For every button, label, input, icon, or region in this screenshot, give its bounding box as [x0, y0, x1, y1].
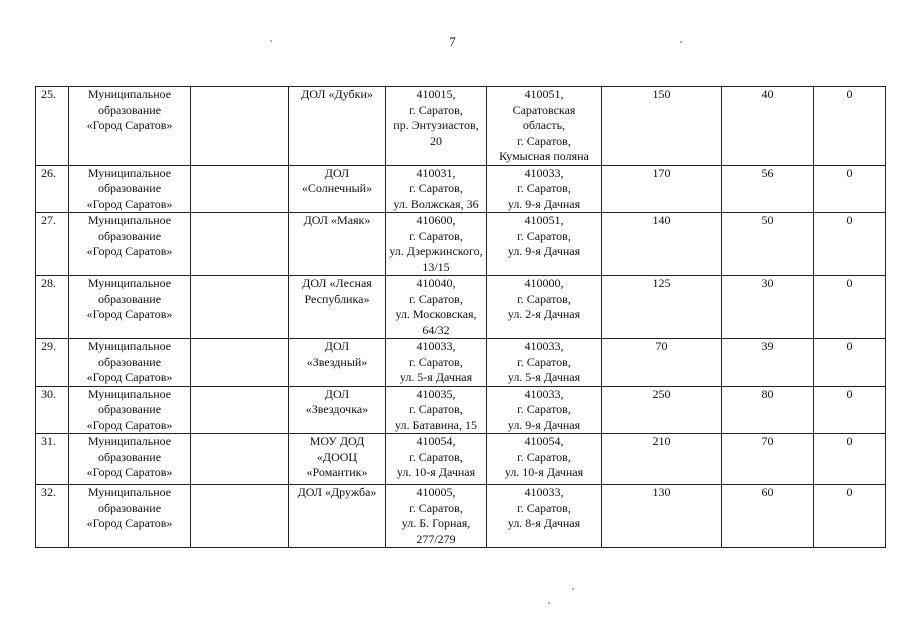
cell-camp: ДОЛ «Звездный» [289, 339, 386, 387]
cell-empty [191, 213, 289, 276]
cell-v1: 210 [602, 434, 722, 485]
camps-table [35, 86, 886, 548]
cell-addr2: 410033, г. Саратов, ул. 8-я Дачная [487, 485, 602, 548]
cell-camp: ДОЛ «Лесная Республика» [289, 276, 386, 339]
cell-v3: 0 [814, 485, 886, 548]
cell-muni: Муниципальное образование «Город Саратов» [69, 485, 191, 548]
cell-v2: 40 [722, 87, 814, 166]
cell-addr1: 410054, г. Саратов, ул. 10-я Дачная [386, 434, 487, 485]
cell-empty [191, 434, 289, 485]
cell-muni: Муниципальное образование «Город Саратов» [69, 339, 191, 387]
cell-v1: 150 [602, 87, 722, 166]
cell-v1: 125 [602, 276, 722, 339]
cell-v3: 0 [814, 276, 886, 339]
cell-camp: МОУ ДОД «ДООЦ «Романтик» [289, 434, 386, 485]
cell-muni: Муниципальное образование «Город Саратов» [69, 165, 191, 213]
cell-muni: Муниципальное образование «Город Саратов» [69, 386, 191, 434]
cell-addr2: 410033, г. Саратов, ул. 5-я Дачная [487, 339, 602, 387]
table-row [36, 434, 886, 485]
cell-camp: ДОЛ «Звездочка» [289, 386, 386, 434]
cell-v2: 80 [722, 386, 814, 434]
cell-empty [191, 165, 289, 213]
cell-v2: 30 [722, 276, 814, 339]
cell-addr2: 410033, г. Саратов, ул. 9-я Дачная [487, 165, 602, 213]
cell-num: 30. [36, 386, 69, 434]
cell-addr2: 410033, г. Саратов, ул. 9-я Дачная [487, 386, 602, 434]
cell-camp: ДОЛ «Дружба» [289, 485, 386, 548]
cell-v3: 0 [814, 339, 886, 387]
cell-v1: 250 [602, 386, 722, 434]
cell-v3: 0 [814, 213, 886, 276]
cell-addr1: 410015, г. Саратов, пр. Энтузиастов, 20 [386, 87, 487, 166]
cell-num: 25. [36, 87, 69, 166]
cell-muni: Муниципальное образование «Город Саратов» [69, 434, 191, 485]
cell-camp: ДОЛ «Дубки» [289, 87, 386, 166]
cell-v2: 60 [722, 485, 814, 548]
table-row [36, 87, 886, 166]
cell-v3: 0 [814, 386, 886, 434]
cell-v2: 50 [722, 213, 814, 276]
cell-addr2: 410000, г. Саратов, ул. 2-я Дачная [487, 276, 602, 339]
cell-num: 31. [36, 434, 69, 485]
page-number: 7 [449, 34, 456, 49]
cell-v2: 70 [722, 434, 814, 485]
cell-v2: 39 [722, 339, 814, 387]
cell-empty [191, 87, 289, 166]
scan-speck [548, 602, 550, 604]
cell-num: 26. [36, 165, 69, 213]
cell-v3: 0 [814, 434, 886, 485]
scan-speck [572, 588, 574, 590]
cell-addr1: 410040, г. Саратов, ул. Московская, 64/32 [386, 276, 487, 339]
cell-num: 32. [36, 485, 69, 548]
cell-v3: 0 [814, 165, 886, 213]
table-row [36, 485, 886, 548]
table-row [36, 165, 886, 213]
cell-v1: 70 [602, 339, 722, 387]
cell-v1: 140 [602, 213, 722, 276]
scan-speck [680, 41, 682, 43]
cell-addr1: 410005, г. Саратов, ул. Б. Горная, 277/279 [386, 485, 487, 548]
scan-speck [270, 40, 272, 42]
cell-empty [191, 386, 289, 434]
cell-empty [191, 485, 289, 548]
cell-muni: Муниципальное образование «Город Саратов» [69, 87, 191, 166]
cell-muni: Муниципальное образование «Город Саратов» [69, 276, 191, 339]
cell-empty [191, 276, 289, 339]
table-row [36, 339, 886, 387]
cell-empty [191, 339, 289, 387]
cell-num: 27. [36, 213, 69, 276]
cell-v1: 130 [602, 485, 722, 548]
cell-num: 28. [36, 276, 69, 339]
cell-camp: ДОЛ «Солнечный» [289, 165, 386, 213]
cell-addr1: 410035, г. Саратов, ул. Батавина, 15 [386, 386, 487, 434]
cell-addr2: 410054, г. Саратов, ул. 10-я Дачная [487, 434, 602, 485]
cell-addr1: 410600, г. Саратов, ул. Дзержинского, 13/15 [386, 213, 487, 276]
cell-addr1: 410031, г. Саратов, ул. Волжская, 36 [386, 165, 487, 213]
cell-camp: ДОЛ «Маяк» [289, 213, 386, 276]
cell-v2: 56 [722, 165, 814, 213]
table-row [36, 276, 886, 339]
cell-addr2: 410051, Саратовская область, г. Саратов, Кумысная поляна [487, 87, 602, 166]
cell-v1: 170 [602, 165, 722, 213]
cell-addr2: 410051, г. Саратов, ул. 9-я Дачная [487, 213, 602, 276]
cell-num: 29. [36, 339, 69, 387]
cell-muni: Муниципальное образование «Город Саратов» [69, 213, 191, 276]
cell-addr1: 410033, г. Саратов, ул. 5-я Дачная [386, 339, 487, 387]
table-row [36, 213, 886, 276]
cell-v3: 0 [814, 87, 886, 166]
table-row [36, 386, 886, 434]
